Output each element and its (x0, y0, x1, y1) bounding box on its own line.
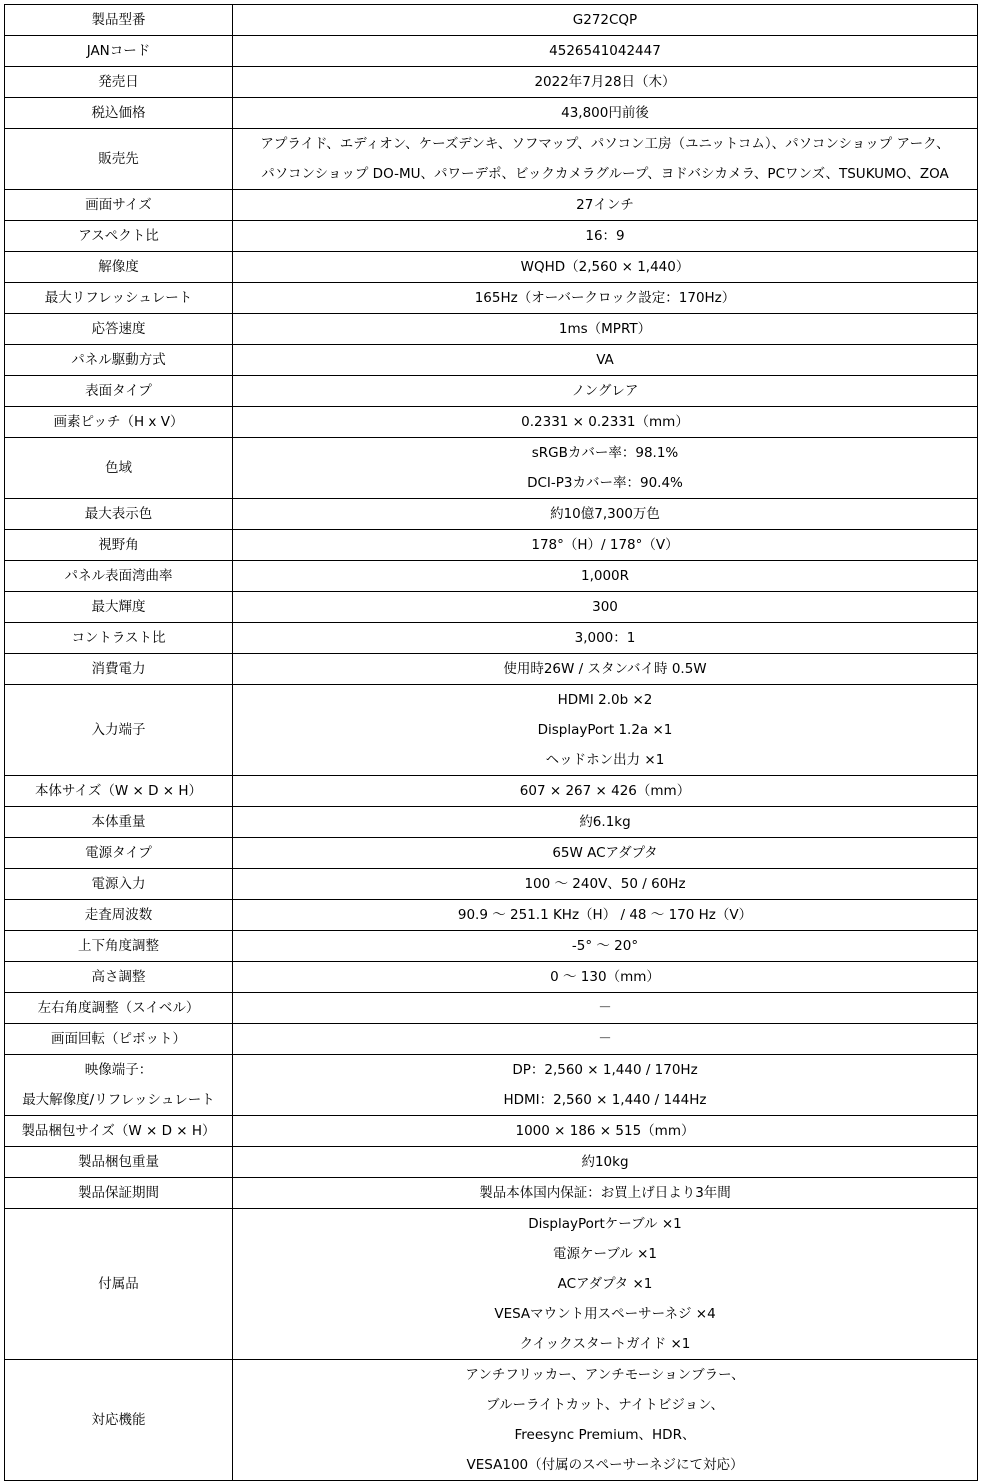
spec-value: 90.9 ～ 251.1 KHz（H） / 48 ～ 170 Hz（V） (457, 907, 753, 923)
spec-value-cell (233, 654, 978, 685)
spec-row (5, 407, 978, 438)
spec-row (5, 190, 978, 221)
spec-value: ブルーライトカット、ナイトビジョン、 (485, 1397, 724, 1413)
spec-value: ノングレア (571, 383, 639, 399)
spec-label-cell (5, 1147, 233, 1178)
spec-label: 高さ調整 (91, 969, 146, 985)
spec-value: ACアダプタ ×1 (557, 1276, 653, 1292)
spec-value: DisplayPortケーブル ×1 (528, 1216, 682, 1232)
spec-value: 約6.1kg (579, 814, 631, 830)
spec-value: WQHD（2,560 × 1,440） (520, 259, 690, 275)
spec-value-cell (233, 1024, 978, 1055)
spec-value: DisplayPort 1.2a ×1 (537, 722, 673, 738)
spec-row (5, 807, 978, 838)
spec-label: 画面回転（ピボット） (51, 1031, 186, 1047)
spec-value: 2022年7月28日（木） (534, 74, 676, 90)
spec-label: 製品梱包サイズ（W × D × H） (21, 1123, 216, 1139)
spec-label: パネル表面湾曲率 (64, 568, 173, 584)
spec-label: 電源タイプ (85, 845, 152, 861)
spec-row (5, 1055, 978, 1116)
spec-value-cell (233, 438, 978, 499)
spec-value-cell (233, 5, 978, 36)
spec-value-cell (233, 283, 978, 314)
spec-row (5, 67, 978, 98)
spec-value-cell (233, 685, 978, 776)
spec-label-cell (5, 776, 233, 807)
spec-label: 消費電力 (91, 661, 146, 677)
spec-value: アンチフリッカー、アンチモーションブラー、 (465, 1367, 745, 1383)
spec-row (5, 900, 978, 931)
spec-value: HDMI 2.0b ×2 (557, 692, 653, 708)
spec-value-cell (233, 36, 978, 67)
spec-row (5, 1360, 978, 1481)
spec-row (5, 592, 978, 623)
spec-row (5, 1147, 978, 1178)
spec-row (5, 499, 978, 530)
spec-row (5, 1209, 978, 1360)
spec-label-cell (5, 561, 233, 592)
spec-value-cell (233, 993, 978, 1024)
spec-value: 1,000R (580, 568, 630, 584)
spec-label: 入力端子 (91, 722, 146, 738)
spec-row (5, 685, 978, 776)
spec-label-cell (5, 838, 233, 869)
spec-row (5, 561, 978, 592)
spec-label: 製品保証期間 (78, 1185, 159, 1201)
spec-label-cell (5, 993, 233, 1024)
spec-value: -5° ～ 20° (571, 938, 639, 954)
spec-label-cell (5, 345, 233, 376)
spec-value-cell (233, 345, 978, 376)
spec-value-cell (233, 98, 978, 129)
spec-row (5, 654, 978, 685)
spec-value-cell (233, 776, 978, 807)
spec-value: 16：9 (585, 228, 625, 244)
spec-label: 解像度 (98, 259, 139, 275)
spec-label: パネル駆動方式 (71, 352, 166, 368)
spec-value-cell (233, 407, 978, 438)
spec-value-cell (233, 1055, 978, 1116)
spec-label: 最大リフレッシュレート (44, 290, 193, 306)
spec-value-cell (233, 376, 978, 407)
spec-row (5, 931, 978, 962)
spec-label-cell (5, 252, 233, 283)
spec-value-cell (233, 1147, 978, 1178)
spec-value: 3,000：1 (574, 630, 636, 646)
spec-label-cell (5, 221, 233, 252)
spec-label: 発売日 (98, 74, 139, 90)
spec-value: G272CQP (572, 12, 638, 28)
spec-value: 165Hz（オーバークロック設定：170Hz） (474, 290, 736, 306)
spec-value-cell (233, 67, 978, 98)
spec-value: 65W ACアダプタ (552, 845, 658, 861)
spec-row (5, 869, 978, 900)
spec-label-cell (5, 530, 233, 561)
spec-row (5, 623, 978, 654)
spec-value: VESA100（付属のスペーサーネジにて対応） (466, 1457, 744, 1473)
spec-label-cell (5, 869, 233, 900)
spec-label-cell (5, 654, 233, 685)
spec-row (5, 1178, 978, 1209)
spec-value: 1000 × 186 × 515（mm） (515, 1123, 695, 1139)
spec-label-cell (5, 499, 233, 530)
spec-value-cell (233, 962, 978, 993)
spec-row (5, 283, 978, 314)
spec-value-cell (233, 1209, 978, 1360)
spec-row (5, 838, 978, 869)
spec-label-cell (5, 1055, 233, 1116)
spec-value-cell (233, 252, 978, 283)
spec-value: 607 × 267 × 426（mm） (519, 783, 691, 799)
spec-value-cell (233, 314, 978, 345)
spec-value: 4526541042447 (549, 43, 661, 59)
spec-value-cell (233, 623, 978, 654)
spec-label: 画素ピッチ（H x V） (53, 414, 184, 430)
spec-label-cell (5, 931, 233, 962)
spec-row (5, 314, 978, 345)
spec-value: HDMI：2,560 × 1,440 / 144Hz (503, 1092, 707, 1108)
spec-value: Freesync Premium、HDR、 (514, 1427, 696, 1443)
spec-row (5, 993, 978, 1024)
spec-value: 27インチ (576, 197, 634, 213)
spec-table-body (5, 5, 978, 1481)
spec-value: 約10億7,300万色 (550, 506, 660, 522)
spec-label: 視野角 (98, 537, 139, 553)
spec-value-cell (233, 1360, 978, 1481)
spec-label-cell (5, 900, 233, 931)
spec-label-cell (5, 67, 233, 98)
spec-label: 付属品 (98, 1276, 139, 1292)
spec-label: 最大輝度 (91, 599, 146, 615)
spec-table (4, 4, 978, 1481)
spec-label: 応答速度 (91, 321, 146, 337)
spec-label: JANコード (86, 43, 151, 59)
spec-value: 電源ケーブル ×1 (553, 1246, 657, 1262)
spec-row (5, 98, 978, 129)
spec-label-cell (5, 98, 233, 129)
spec-label-cell (5, 1209, 233, 1360)
spec-value: クイックスタートガイド ×1 (519, 1336, 691, 1352)
spec-value: 製品本体国内保証：お買上げ日より3年間 (479, 1185, 731, 1201)
spec-row (5, 962, 978, 993)
spec-value-cell (233, 221, 978, 252)
spec-value-cell (233, 1178, 978, 1209)
spec-label-cell (5, 1360, 233, 1481)
spec-value-cell (233, 1116, 978, 1147)
spec-row (5, 530, 978, 561)
spec-label-cell (5, 962, 233, 993)
spec-value: 178°（H）/ 178°（V） (531, 537, 679, 553)
spec-value: － (598, 1031, 612, 1047)
spec-row (5, 5, 978, 36)
spec-value-cell (233, 129, 978, 190)
spec-label-cell (5, 129, 233, 190)
spec-value: DCI-P3カバー率：90.4% (527, 475, 683, 491)
spec-row (5, 776, 978, 807)
spec-value-cell (233, 530, 978, 561)
spec-label: 左右角度調整（スイベル） (37, 1000, 200, 1016)
spec-label-cell (5, 1024, 233, 1055)
spec-value-cell (233, 869, 978, 900)
spec-value-cell (233, 190, 978, 221)
spec-label: 対応機能 (91, 1412, 146, 1428)
spec-value: DP：2,560 × 1,440 / 170Hz (512, 1062, 698, 1078)
spec-label: 色域 (105, 460, 132, 476)
spec-value: VESAマウント用スペーサーネジ ×4 (494, 1306, 716, 1322)
spec-value-cell (233, 592, 978, 623)
spec-label-cell (5, 438, 233, 499)
spec-value: sRGBカバー率：98.1% (531, 445, 679, 461)
spec-value-cell (233, 499, 978, 530)
spec-label-cell (5, 592, 233, 623)
spec-value: 使用時26W / スタンバイ時 0.5W (503, 661, 707, 677)
spec-value: ヘッドホン出力 ×1 (545, 752, 665, 768)
spec-value: 43,800円前後 (561, 105, 649, 121)
spec-label-cell (5, 407, 233, 438)
spec-label: 本体サイズ（W × D × H） (34, 783, 203, 799)
spec-label-cell (5, 314, 233, 345)
spec-label: 表面タイプ (85, 383, 152, 399)
spec-label-cell (5, 623, 233, 654)
spec-value: － (598, 1000, 612, 1016)
spec-label: 画面サイズ (85, 197, 152, 213)
spec-label-cell (5, 190, 233, 221)
spec-row (5, 36, 978, 67)
spec-label: 上下角度調整 (78, 938, 159, 954)
spec-label-cell (5, 685, 233, 776)
spec-value-cell (233, 900, 978, 931)
spec-row (5, 376, 978, 407)
spec-label: コントラスト比 (71, 630, 166, 646)
spec-label: 販売先 (98, 151, 139, 167)
spec-value-cell (233, 561, 978, 592)
spec-label-cell (5, 283, 233, 314)
spec-row (5, 438, 978, 499)
spec-value: VA (596, 352, 614, 368)
spec-value: 300 (592, 599, 618, 615)
spec-value-cell (233, 838, 978, 869)
spec-label: 最大解像度/リフレッシュレート (22, 1092, 215, 1108)
spec-row (5, 252, 978, 283)
spec-row (5, 221, 978, 252)
spec-label: 最大表示色 (84, 506, 153, 522)
spec-label-cell (5, 807, 233, 838)
spec-row (5, 129, 978, 190)
spec-value-cell (233, 807, 978, 838)
spec-label-cell (5, 36, 233, 67)
spec-label: 製品型番 (91, 12, 146, 28)
spec-value: 0 ～ 130（mm） (550, 969, 660, 985)
spec-label: 映像端子： (84, 1062, 153, 1078)
spec-value-cell (233, 931, 978, 962)
spec-label-cell (5, 1116, 233, 1147)
spec-value: パソコンショップ DO-MU、パワーデポ、ビックカメラグループ、ヨドバシカメラ、PCワンズ、TSUKUMO、ZOA (261, 166, 949, 182)
spec-label: 本体重量 (91, 814, 146, 830)
spec-label-cell (5, 1178, 233, 1209)
spec-value: 約10kg (581, 1154, 629, 1170)
spec-label-cell (5, 5, 233, 36)
spec-value: アプライド、エディオン、ケーズデンキ、ソフマップ、パソコン工房（ユニットコム）、パソコンショップ アーク、 (260, 136, 950, 152)
spec-row (5, 1116, 978, 1147)
spec-label: 製品梱包重量 (78, 1154, 159, 1170)
spec-value: 0.2331 × 0.2331（mm） (521, 414, 689, 430)
spec-label: 税込価格 (91, 105, 146, 121)
spec-label: 電源入力 (91, 876, 146, 892)
spec-label: 走査周波数 (84, 907, 153, 923)
spec-row (5, 1024, 978, 1055)
spec-value: 100 ～ 240V、50 / 60Hz (524, 876, 686, 892)
spec-row (5, 345, 978, 376)
spec-label: アスペクト比 (78, 228, 159, 244)
spec-value: 1ms（MPRT） (558, 321, 652, 337)
spec-label-cell (5, 376, 233, 407)
